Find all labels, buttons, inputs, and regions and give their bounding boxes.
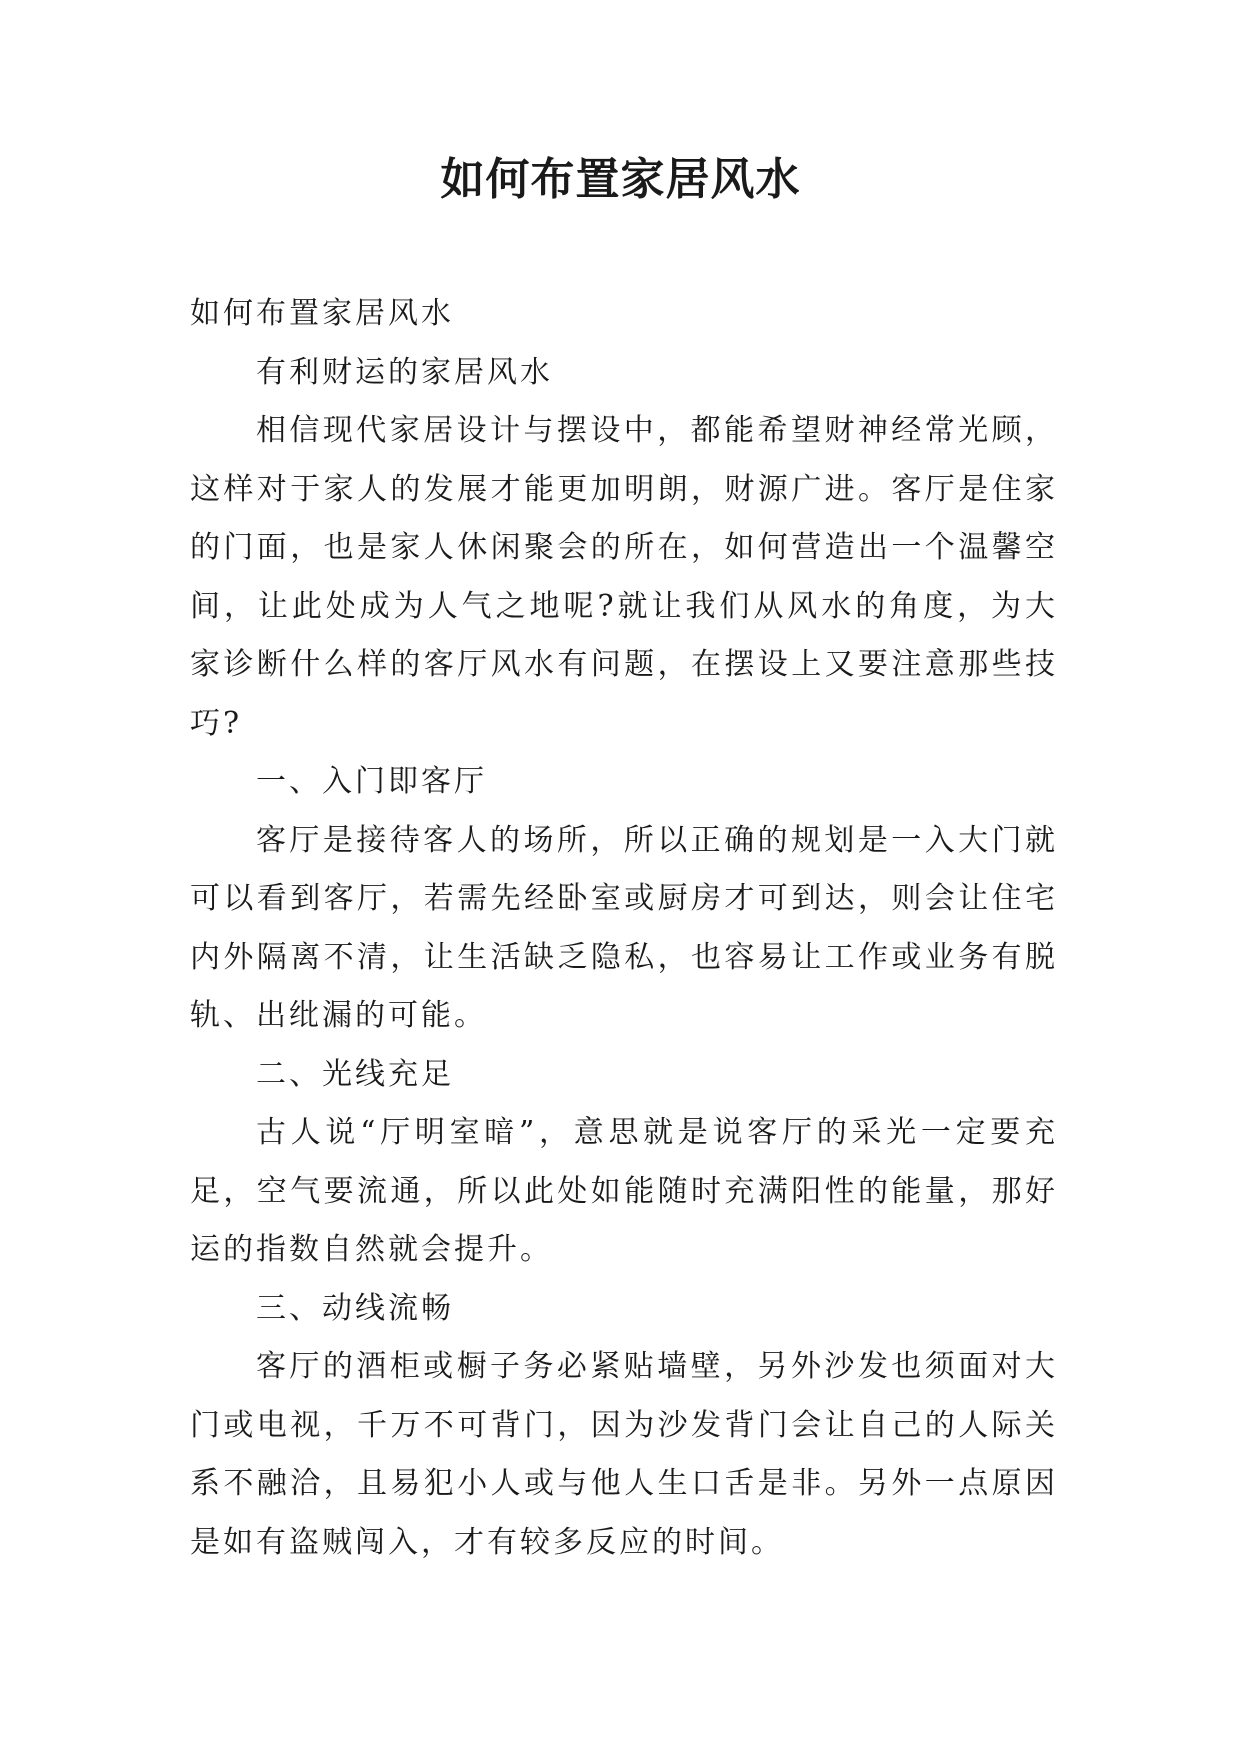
paragraph-lighting: 古人说“厅明室暗”，意思就是说客厅的采光一定要充足，空气要流通，所以此处如能随时充满阳性的能量，那好运的指数自然就会提升。 [190, 1115, 1058, 1267]
paragraph-entrance: 客厅是接待客人的场所，所以正确的规划是一入大门就可以看到客厅，若需先经卧室或厨房才可到达，则会让住宅内外隔离不清，让生活缺乏隐私，也容易让工作或业务有脱轨、出纰漏的可能。 [190, 822, 1058, 1033]
document-body [190, 285, 1058, 1572]
paragraph-heading: 如何布置家居风水 [190, 296, 454, 331]
section-heading-wealth: 有利财运的家居风水 [256, 354, 553, 390]
section-heading-entrance: 一、入门即客厅 [256, 764, 487, 799]
document-title: 如何布置家居风水 [440, 154, 801, 205]
paragraph-flow: 客厅的酒柜或橱子务必紧贴墙壁，另外沙发也须面对大门或电视，千万不可背门，因为沙发背门会让自己的人际关系不融洽，且易犯小人或与他人生口舌是非。另外一点原因是如有盗贼闯入，才有较多反应的时间。 [190, 1349, 1058, 1560]
section-heading-flow: 三、动线流畅 [256, 1290, 454, 1326]
paragraph-intro: 相信现代家居设计与摆设中，都能希望财神经常光顾，这样对于家人的发展才能更加明朗，财源广进。客厅是住家的门面，也是家人休闲聚会的所在，如何营造出一个温馨空间，让此处成为人气之地呢?就让我们从风水的角度，为大家诊断什么样的客厅风水有问题，在摆设上又要注意那些技巧? [190, 413, 1058, 741]
section-heading-lighting: 二、光线充足 [256, 1056, 454, 1092]
